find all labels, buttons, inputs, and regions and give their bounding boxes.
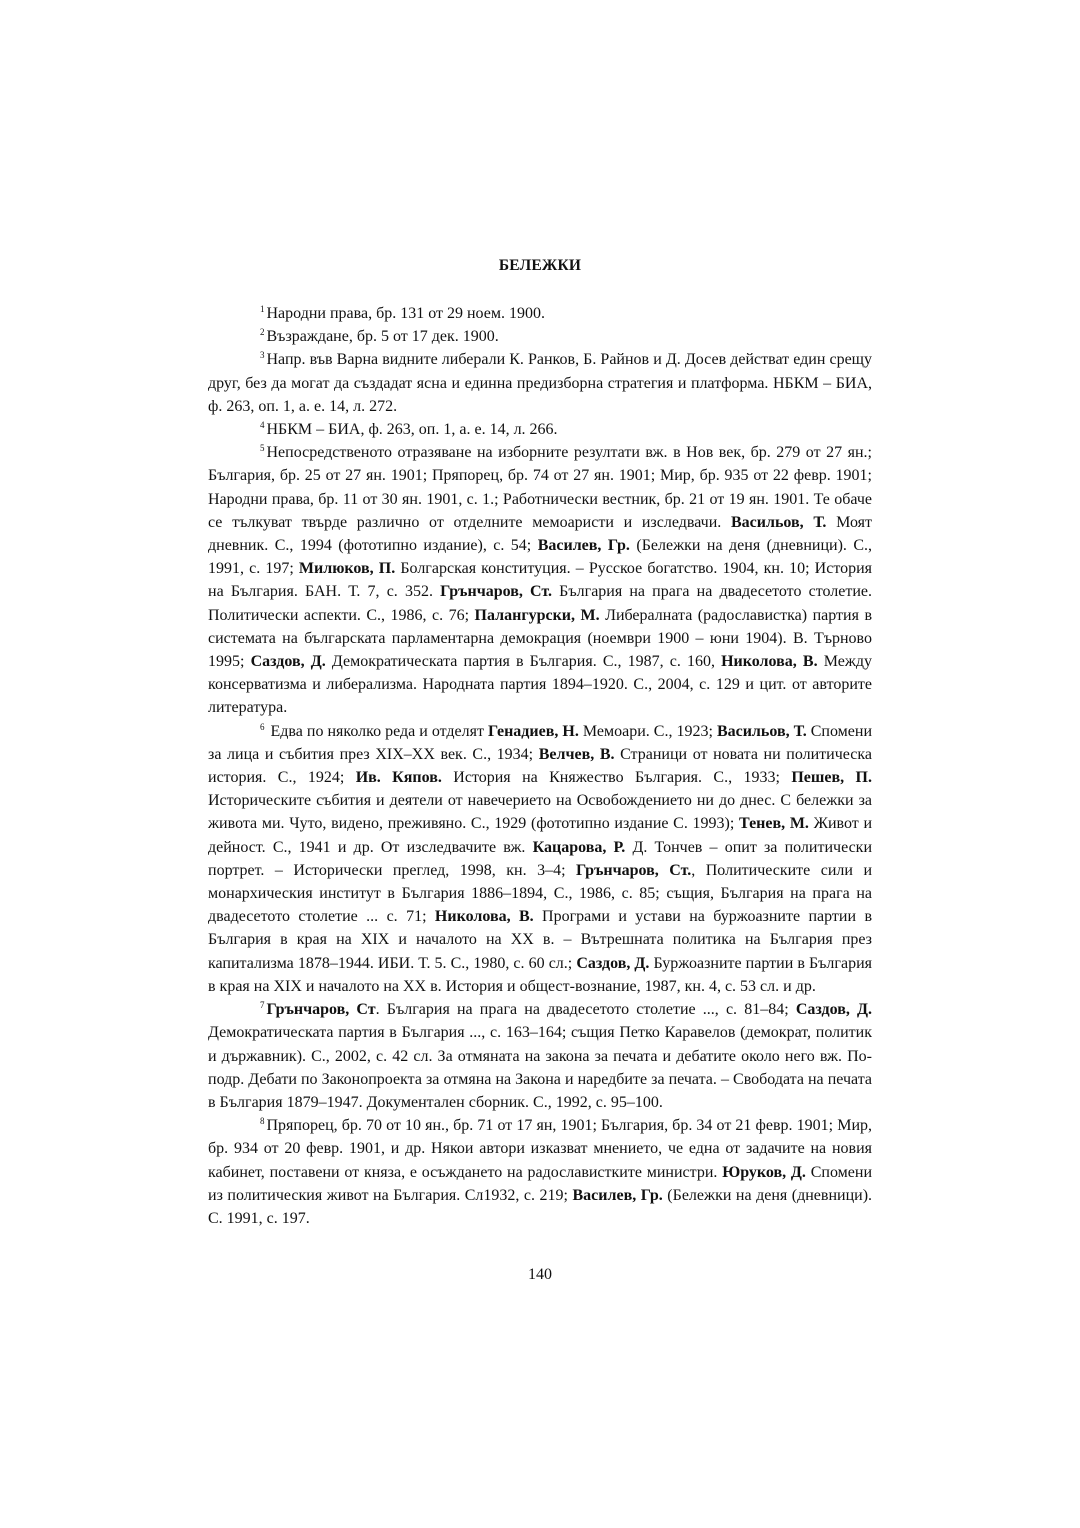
footnote-text: Демократическата партия в България. С., 1987, с. 160, — [325, 653, 722, 671]
author-name: Васильов, Т. — [716, 722, 807, 740]
footnote-7 — [208, 998, 872, 1114]
footnote-text: (Бележки на деня (дневници). С. 1991, с. 197. — [208, 1186, 873, 1227]
footnote-text: Пряпорец, бр. 70 от 10 ян., бр. 71 от 17 ян, 1901; България, бр. 34 от 21 февр. 1901; Мир, бр. 934 от 20 февр. 1901, и др. Някои автори изказват мнението, че една от задачите на новия кабинет, поставени от княза, е осъждането на радославистките министри. — [208, 1117, 872, 1181]
footnote-text: Демократическата партия в България ..., с. 163–164; същия Петко Каравелов (демократ, политик и държавник). С., 2002, с. 42 сл. За отмяната на закона за печата и дебатите около него вж. По-подр. Дебати по Законопроекта за отмяна на Закона и наредбите за печата. – Свободата на печата в България 1879–1947. Документален сборник. С., 1992, с. 95–100. — [208, 1024, 872, 1111]
author-name: Палангурски, М. — [474, 606, 600, 624]
footnote-number: 1 — [260, 304, 265, 314]
author-name: Велчев, В. — [538, 745, 615, 763]
footnote-1 — [208, 302, 872, 325]
author-name: Васильов, Т. — [730, 513, 827, 531]
footnote-2 — [208, 325, 872, 348]
notes-page — [208, 256, 872, 1230]
author-name: Николова, В. — [434, 908, 534, 926]
footnote-text: Едва по няколко реда и отделят — [266, 722, 489, 740]
author-name: Кацарова, Р. — [532, 838, 626, 856]
footnote-text: Възраждане, бр. 5 от 17 дек. 1900. — [266, 328, 499, 346]
footnote-number: 2 — [260, 327, 265, 338]
author-name: Тенев, М. — [739, 815, 809, 833]
author-name: Милюков, П. — [298, 560, 396, 578]
footnote-5 — [208, 441, 872, 719]
author-name: Грънчаров, Ст — [266, 1001, 376, 1019]
footnote-text: Спомени за лица и събития през XIX–XX век. С., 1934; — [208, 722, 873, 763]
footnote-3 — [208, 348, 872, 418]
author-name: Юруков, Д. — [722, 1163, 806, 1181]
author-name: Грънчаров, Ст. — [440, 583, 553, 601]
footnote-text: България на прага на двадесетото столетие. Политически аспекти. С., 1986, с. 76; — [208, 583, 872, 624]
footnote-text: Народни права, бр. 131 от 29 ноем. 1900. — [266, 305, 545, 322]
author-name: Саздов, Д. — [576, 954, 650, 972]
author-name: Генадиев, Н. — [488, 722, 579, 740]
footnote-text: , Политическите сили и монархическия институт в България 1886–1894, С., 1986, с. 85; същия, България на прага на двадесетото столетие ... с. 71; — [208, 861, 873, 926]
author-name: Василев, Гр. — [572, 1186, 663, 1204]
footnote-text: Живот и дейност. С., 1941 и др. От изследвачите вж. — [208, 815, 873, 856]
footnote-text: . България на прага на двадесетото столетие ..., с. 81–84; — [375, 1001, 796, 1019]
footnote-text: Страници от новата ни политическа история. С., 1924; — [208, 745, 872, 787]
footnote-text: Напр. във Варна видните либерали К. Ранков, Б. Райнов и Д. Досев действат един срещу друг, без да могат да създадат ясна и единна предизборна стратегия и платформа. НБКМ – БИА, ф. 263, оп. 1, а. е. 14, л. 272. — [208, 351, 872, 415]
footnote-text: НБКМ – БИА, ф. 263, оп. 1, а. е. 14, л. 266. — [266, 421, 558, 439]
footnote-number: 5 — [260, 443, 265, 454]
footnote-text: Мемоари. С., 1923; — [578, 722, 717, 740]
author-name: Саздов, Д. — [250, 653, 326, 671]
footnote-text: Либералната (радославистка) партия в системата на българската парламентарна демокрация (ноември 1900 – юни 1904). В. Търново 1995; — [208, 606, 872, 671]
author-name: Василев, Гр. — [537, 537, 630, 555]
footnote-number: 7 — [260, 1000, 265, 1011]
footnote-number: 3 — [260, 350, 265, 361]
footnote-number: 4 — [260, 420, 265, 431]
footnote-text: Болгарская конституция. – Русское богатство. 1904, кн. 10; История на България. БАН. Т. 7, с. 352. — [208, 560, 873, 601]
author-name: Николова, В. — [721, 653, 818, 671]
footnote-number: 6 — [260, 721, 265, 732]
footnote-text: Програми и устави на буржоазните партии в България в края на XIX и началото на XX в. – Вътрешната политика на България през капитализма 1878–1944. ИБИ. Т. 5. С., 1980, с. 60 сл.; — [208, 908, 873, 972]
footnote-8 — [208, 1114, 872, 1230]
footnote-4 — [208, 418, 872, 441]
footnote-6 — [208, 720, 872, 998]
author-name: Саздов, Д. — [795, 1001, 873, 1019]
notes-list — [208, 302, 872, 1230]
footnote-text: Буржоазните партии в България в края на XIX и началото на XX в. История и общест-вознание, 1987, кн. 4, с. 53 сл. и др. — [208, 954, 872, 995]
footnote-text: Спомени из политическия живот на България. Сл1932, с. 219; — [208, 1163, 873, 1204]
footnote-text: История на Княжество България. С., 1933; — [441, 769, 792, 787]
author-name: Пешев, П. — [791, 769, 873, 787]
author-name: Ив. Кяпов. — [355, 769, 442, 787]
footnote-text: Моят дневник. С., 1994 (фототипно издание), с. 54; — [208, 513, 873, 555]
page-number: 140 — [528, 1266, 552, 1283]
footnote-text: (Бележки на деня (дневници). С., 1991, с. 197; — [208, 537, 873, 578]
author-name: Грънчаров, Ст. — [576, 861, 692, 879]
footnote-number: 8 — [260, 1116, 265, 1127]
footnote-text: Непосредственото отразяване на изборните резултати вж. в Нов век, бр. 279 от 27 ян.; България, бр. 25 от 27 ян. 1901; Пряпорец, бр. 74 от 27 ян. 1901; Мир, бр. 935 от 22 февр. 1901; Народни права, бр. 11 от 30 ян. 1901, с. 1.; Работнически вестник, бр. 21 от 19 ян. 1901. Те обаче се тълкуват твърде различно от отделните мемоаристи и изследвачи. — [208, 444, 872, 531]
footnote-text: Историческите събития и деятели от навечерието на Освобождението ни до днес. С бележки за живота ми. Чуто, видено, преживяно. С., 1929 (фототипно издание С. 1993); — [208, 792, 872, 833]
page-title: БЕЛЕЖКИ — [498, 257, 582, 274]
footnote-text: Д. Тончев – опит за политически портрет. – Исторически преглед, 1998, кн. 3–4; — [208, 838, 873, 879]
footnote-text: Между консерватизма и либерализма. Народната партия 1894–1920. С., 2004, с. 129 и цит. от авторите литература. — [208, 653, 873, 717]
